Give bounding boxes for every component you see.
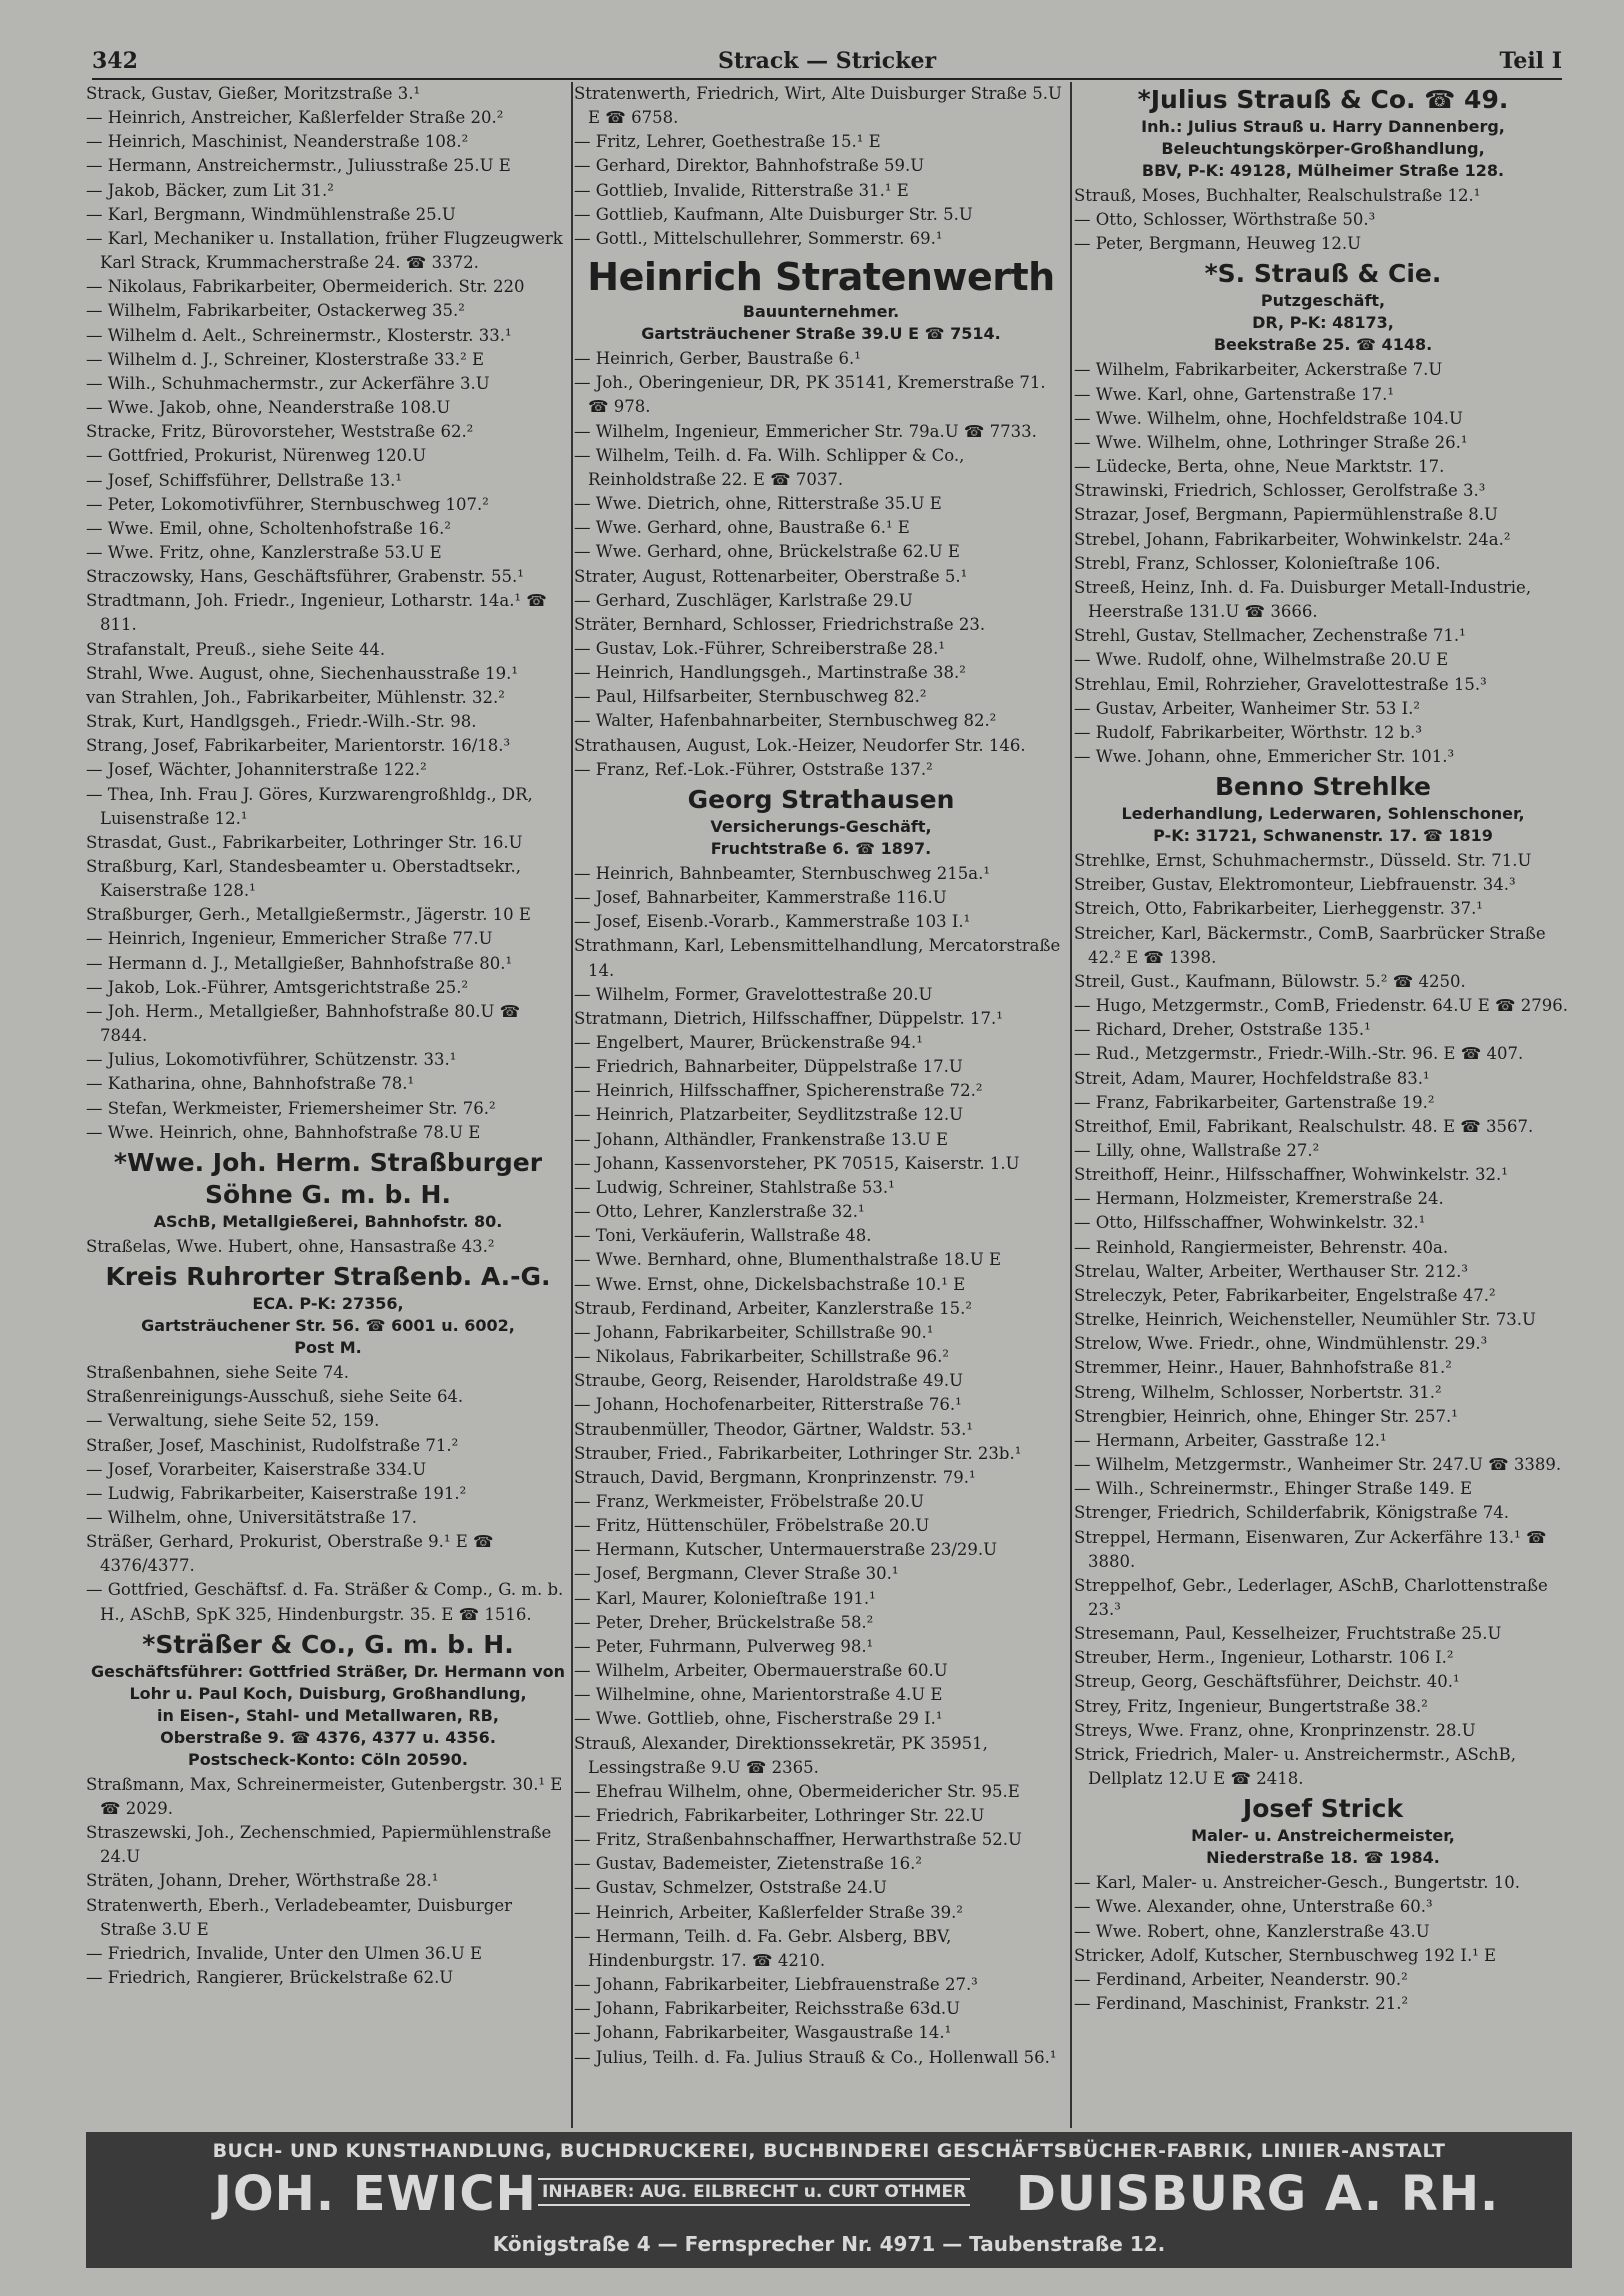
advertisement-line: Oberstraße 9. ☎ 4376, 4377 u. 4356.: [160, 1727, 496, 1747]
directory-entry: — Josef, Bahnarbeiter, Kammerstraße 116.U: [574, 888, 947, 908]
directory-entry: — Johann, Fabrikarbeiter, Reichsstraße 63d.U: [574, 1999, 961, 2019]
directory-entry: Strauber, Fried., Fabrikarbeiter, Lothringer Str. 23b.¹: [574, 1443, 1022, 1463]
directory-entry: — Heinrich, Handlungsgeh., Martinstraße 38.²: [574, 663, 966, 683]
directory-entry: Strebl, Franz, Schlosser, Kolonieſtraße 106.: [1074, 553, 1441, 573]
directory-entry: — Wwe. Gottlieb, ohne, Fischerstraße 29 I.¹: [574, 1709, 943, 1729]
directory-entry: — Johann, Fabrikarbeiter, Liebfrauenstraße 27.³: [574, 1975, 978, 1995]
directory-entry: — Heinrich, Bahnbeamter, Sternbuschweg 215a.¹: [574, 863, 990, 883]
advertisement-box: [86, 1261, 570, 1359]
directory-entry: — Wwe. Wilhelm, ohne, Hochfeldstraße 104.U: [1074, 408, 1463, 428]
directory-entry: — Johann, Kassenvorsteher, PK 70515, Kaiserstr. 1.U: [574, 1153, 1020, 1173]
directory-entry: — Ferdinand, Maschinist, Frankstr. 21.²: [1074, 1994, 1409, 2013]
directory-entry: — Hermann d. J., Metallgießer, Bahnhofstraße 80.¹: [86, 953, 513, 973]
advertisement-box: [574, 784, 1068, 860]
directory-entry: Strehlke, Ernst, Schuhmachermstr., Düsseld. Str. 71.U: [1074, 851, 1532, 871]
directory-entry: — Josef, Eisenb.-Vorarb., Kammerstraße 103 I.¹: [574, 912, 971, 932]
directory-entry: — Wilhelmine, ohne, Marientorstraße 4.U E: [574, 1685, 943, 1705]
directory-entry: Straßburg, Karl, Standesbeamter u. Oberstadtsekr., Kaiserstraße 128.¹: [86, 857, 521, 901]
advertisement-line: DR, P-K: 48173,: [1252, 313, 1394, 333]
directory-entry: — Wwe. Dietrich, ohne, Ritterstraße 35.U E: [574, 494, 942, 514]
directory-entry: Strehlau, Emil, Rohrzieher, Gravelottestraße 15.³: [1074, 674, 1487, 694]
directory-entry: Strauß, Alexander, Direktionssekretär, PK 35951, Lessingstraße 9.U ☎ 2365.: [574, 1733, 988, 1777]
page-title: Strack — Stricker: [717, 48, 937, 74]
directory-entry: Streng, Wilhelm, Schlosser, Norbertstr. 31.²: [1074, 1382, 1442, 1402]
directory-entry: — Wilh., Schuhmachermstr., zur Ackerfähre 3.U: [86, 373, 490, 393]
footer-services: BUCH- UND KUNSTHANDLUNG, BUCHDRUCKEREI, BUCHBINDEREI GESCHÄFTSBÜCHER-FABRIK, LINIIER-ANSTALT: [212, 2140, 1446, 2162]
directory-entry: — Wwe. Gerhard, ohne, Baustraße 6.¹ E: [574, 518, 910, 538]
directory-entry: — Josef, Vorarbeiter, Kaiserstraße 334.U: [86, 1459, 427, 1479]
advertisement-name: Benno Strehlke: [1214, 772, 1431, 802]
directory-entry: — Hermann, Anstreichermstr., Juliusstraße 25.U E: [86, 156, 511, 176]
directory-entry: — Thea, Inh. Frau J. Göres, Kurzwarengroßhldg., DR, Luisenstraße 12.¹: [86, 784, 533, 828]
directory-entry: — Jakob, Lok.-Führer, Amtsgerichtstraße 25.²: [86, 977, 469, 997]
directory-entry: Strang, Josef, Fabrikarbeiter, Marientorstr. 16/18.³: [86, 736, 511, 756]
directory-entry: — Ludwig, Schreiner, Stahlstraße 53.¹: [574, 1177, 895, 1197]
directory-entry: — Karl, Mechaniker u. Installation, früher Flugzeugwerk Karl Strack, Krummacherstraße 24. ☎ 3372.: [86, 228, 563, 273]
directory-entry: — Julius, Teilh. d. Fa. Julius Strauß & Co., Hollenwall 56.¹: [574, 2047, 1057, 2067]
advertisement-box: [1074, 771, 1572, 847]
directory-entry: Straßelas, Wwe. Hubert, ohne, Hansastraße 43.²: [86, 1236, 495, 1256]
directory-entry: — Johann, Hochofenarbeiter, Ritterstraße 76.¹: [574, 1395, 962, 1415]
directory-entry: Stratmann, Dietrich, Hilfsschaffner, Düppelstr. 17.¹: [574, 1008, 1003, 1028]
advertisement-name: Josef Strick: [1242, 1794, 1404, 1824]
directory-entry: — Julius, Lokomotivführer, Schützenstr. 33.¹: [86, 1050, 457, 1070]
directory-entry: Strehl, Gustav, Stellmacher, Zechenstraße 71.¹: [1074, 626, 1466, 646]
directory-entry: — Joh. Herm., Metallgießer, Bahnhofstraße 80.U ☎ 7844.: [86, 1001, 521, 1046]
directory-entry: — Richard, Dreher, Oststraße 135.¹: [1074, 1020, 1371, 1040]
directory-entry: — Heinrich, Gerber, Baustraße 6.¹: [574, 349, 861, 369]
directory-entry: Sträten, Johann, Dreher, Wörthstraße 28.¹: [86, 1871, 439, 1891]
directory-entry: Strelke, Heinrich, Weichensteller, Neumühler Str. 73.U: [1074, 1310, 1536, 1330]
page-part: Teil I: [1499, 48, 1562, 74]
directory-entry: — Gottlieb, Invalide, Ritterstraße 31.¹ E: [574, 180, 909, 200]
directory-entry: — Wwe. Jakob, ohne, Neanderstraße 108.U: [86, 398, 451, 418]
directory-entry: — Gustav, Arbeiter, Wanheimer Str. 53 I.²: [1074, 698, 1421, 718]
directory-entry: — Heinrich, Anstreicher, Kaßlerfelder Straße 20.²: [86, 108, 504, 128]
directory-entry: Sträter, Bernhard, Schlosser, Friedrichstraße 23.: [574, 614, 986, 634]
directory-entry: — Nikolaus, Fabrikarbeiter, Obermeiderich. Str. 220: [86, 277, 525, 297]
directory-entry: — Wwe. Gerhard, ohne, Brückelstraße 62.U E: [574, 542, 960, 562]
directory-entry: Streleczyk, Peter, Fabrikarbeiter, Engelstraße 47.²: [1074, 1285, 1496, 1305]
column-3: [1074, 82, 1572, 2130]
directory-entry: — Johann, Fabrikarbeiter, Wasgaustraße 14.¹: [574, 2023, 952, 2043]
directory-entry: Straubenmüller, Theodor, Gärtner, Waldstr. 53.¹: [574, 1419, 973, 1439]
directory-entry: Strack, Gustav, Gießer, Moritzstraße 3.¹: [86, 84, 421, 103]
advertisement-name: Heinrich Stratenwerth: [587, 255, 1055, 300]
directory-entry: Stresemann, Paul, Kesselheizer, Fruchtstraße 25.U: [1074, 1624, 1502, 1644]
page-header: [92, 46, 1562, 80]
directory-entry: — Ehefrau Wilhelm, ohne, Obermeidericher Str. 95.E: [574, 1781, 1020, 1801]
directory-entry: — Peter, Lokomotivführer, Sternbuschweg 107.²: [86, 494, 489, 514]
directory-entry: — Heinrich, Hilfsschaffner, Spicherenstraße 72.²: [574, 1081, 983, 1101]
directory-entry: — Gottl., Mittelschullehrer, Sommerstr. 69.¹: [574, 228, 943, 248]
directory-entry: — Gustav, Schmelzer, Oststraße 24.U: [574, 1878, 887, 1898]
directory-entry: — Wwe. Heinrich, ohne, Bahnhofstraße 78.U E: [86, 1122, 481, 1142]
directory-entry: Streiber, Gustav, Elektromonteur, Liebfrauenstr. 34.³: [1074, 875, 1516, 895]
directory-entry: Strauß, Moses, Buchhalter, Realschulstraße 12.¹: [1074, 186, 1481, 205]
column-1: [86, 82, 570, 2130]
directory-entry: Strenger, Friedrich, Schilderfabrik, Königstraße 74.: [1074, 1503, 1510, 1523]
directory-entry: Strak, Kurt, Handlgsgeh., Friedr.-Wilh.-Str. 98.: [86, 712, 477, 732]
directory-entry: — Heinrich, Ingenieur, Emmericher Straße 77.U: [86, 929, 493, 949]
advertisement-line: Versicherungs-Geschäft,: [710, 816, 932, 836]
directory-entry: Streicher, Karl, Bäckermstr., ComB, Saarbrücker Straße 42.² E ☎ 1398.: [1074, 923, 1546, 967]
directory-entry: — Heinrich, Platzarbeiter, Seydlitzstraße 12.U: [574, 1105, 963, 1125]
directory-entry: Straub, Ferdinand, Arbeiter, Kanzlerstraße 15.²: [574, 1298, 973, 1318]
directory-entry: — Otto, Schlosser, Wörthstraße 50.³: [1074, 210, 1376, 230]
column-divider: [571, 82, 573, 2128]
directory-entry: — Wwe. Wilhelm, ohne, Lothringer Straße 26.¹: [1074, 432, 1468, 452]
directory-entry: — Gottfried, Geschäftsf. d. Fa. Sträßer & Comp., G. m. b. H., ASchB, SpK 325, Hindenburgstr. 35. E ☎ 1516.: [86, 1580, 564, 1624]
directory-entry: — Wilhelm d. J., Schreiner, Klosterstraße 33.² E: [86, 349, 484, 369]
footer-address: Königstraße 4 — Fernsprecher Nr. 4971 — Taubenstraße 12.: [492, 2232, 1166, 2256]
directory-entry: — Katharina, ohne, Bahnhofstraße 78.¹: [86, 1074, 415, 1094]
directory-entry: Streuber, Herm., Ingenieur, Lotharstr. 106 I.²: [1074, 1648, 1454, 1668]
advertisement-line: in Eisen-, Stahl- und Metallwaren, RB,: [157, 1705, 499, 1725]
directory-entry: — Wilhelm, ohne, Universitätstraße 17.: [86, 1507, 417, 1527]
directory-entry: Straube, Georg, Reisender, Haroldstraße 49.U: [574, 1371, 964, 1391]
advertisement-line: ASchB, Metallgießerei, Bahnhofstr. 80.: [153, 1211, 503, 1231]
directory-entry: Straßmann, Max, Schreinermeister, Gutenbergstr. 30.¹ E ☎ 2029.: [86, 1774, 563, 1818]
directory-entry: Strahl, Wwe. August, ohne, Siechenhausstraße 19.¹: [86, 663, 519, 683]
printer-advertisement: [86, 2132, 1572, 2268]
directory-entry: Stracke, Fritz, Bürovorsteher, Weststraße 62.²: [86, 422, 474, 442]
directory-entry: Strelow, Wwe. Friedr., ohne, Windmühlenstr. 29.³: [1074, 1334, 1488, 1354]
directory-entry: — Nikolaus, Fabrikarbeiter, Schillstraße 96.²: [574, 1347, 949, 1367]
advertisement-line: Lederhandlung, Lederwaren, Sohlenschoner,: [1121, 804, 1525, 824]
directory-entry: — Hermann, Arbeiter, Gasstraße 12.¹: [1074, 1430, 1387, 1450]
directory-entry: — Walter, Hafenbahnarbeiter, Sternbuschweg 82.²: [574, 711, 997, 731]
directory-entry: — Friedrich, Bahnarbeiter, Düppelstraße 17.U: [574, 1057, 963, 1077]
directory-entry: — Josef, Schiffsführer, Dellstraße 13.¹: [86, 470, 403, 490]
directory-entry: Straßenbahnen, siehe Seite 74.: [86, 1363, 349, 1383]
footer-owners: INHABER: AUG. EILBRECHT u. CURT OTHMER: [538, 2178, 970, 2206]
directory-entry: Stratenwerth, Friedrich, Wirt, Alte Duisburger Straße 5.U E ☎ 6758.: [574, 84, 1062, 128]
advertisement-name: Georg Strathausen: [687, 784, 955, 814]
directory-entry: — Gerhard, Direktor, Bahnhofstraße 59.U: [574, 156, 925, 176]
directory-entry: — Wwe. Robert, ohne, Kanzlerstraße 43.U: [1074, 1921, 1430, 1941]
directory-entry: — Wilhelm d. Aelt., Schreinermstr., Klosterstr. 33.¹: [86, 325, 512, 345]
directory-entry: — Wwe. Alexander, ohne, Unterstraße 60.³: [1074, 1897, 1433, 1917]
directory-entry: Straßburger, Gerh., Metallgießermstr., Jägerstr. 10 E: [86, 905, 531, 925]
directory-entry: Stremmer, Heinr., Hauer, Bahnhofstraße 81.²: [1074, 1358, 1452, 1378]
directory-entry: — Johann, Althändler, Frankenstraße 13.U E: [574, 1129, 949, 1149]
directory-entry: — Lilly, ohne, Wallstraße 27.²: [1074, 1141, 1320, 1160]
directory-entry: — Karl, Maler- u. Anstreicher-Gesch., Bungertstr. 10.: [1074, 1873, 1520, 1893]
directory-entry: Straßer, Josef, Maschinist, Rudolfstraße 71.²: [86, 1435, 459, 1455]
directory-entry: — Wilhelm, Former, Gravelottestraße 20.U: [574, 984, 933, 1004]
advertisement-name: *Sträßer & Co., G. m. b. H.: [142, 1629, 514, 1659]
directory-entry: — Wilhelm, Fabrikarbeiter, Ostackerweg 35.²: [86, 301, 465, 321]
directory-entry: Strafanstalt, Preuß., siehe Seite 44.: [86, 639, 386, 659]
directory-entry: — Otto, Hilfsschaffner, Wohwinkelstr. 32.¹: [1074, 1213, 1426, 1233]
directory-entry: Straßenreinigungs-Ausschuß, siehe Seite 64.: [86, 1387, 464, 1407]
directory-entry: — Karl, Bergmann, Windmühlenstraße 25.U: [86, 204, 456, 224]
directory-entry: — Fritz, Hüttenschüler, Fröbelstraße 20.U: [574, 1516, 930, 1536]
directory-entry: — Gustav, Lok.-Führer, Schreiberstraße 28.¹: [574, 638, 945, 658]
directory-entry: Strelau, Walter, Arbeiter, Werthauser Str. 212.³: [1074, 1261, 1468, 1281]
directory-entry: — Gottfried, Prokurist, Nürenweg 120.U: [86, 446, 427, 466]
directory-entry: — Wwe. Karl, ohne, Gartenstraße 17.¹: [1074, 384, 1394, 404]
directory-entry: — Hermann, Teilh. d. Fa. Gebr. Alsberg, BBV, Hindenburgstr. 17. ☎ 4210.: [574, 1926, 952, 1970]
directory-entry: — Wwe. Ernst, ohne, Dickelsbachstraße 10.¹ E: [574, 1274, 966, 1294]
directory-entry: — Reinhold, Rangiermeister, Behrenstr. 40a.: [1074, 1237, 1449, 1257]
directory-entry: — Wilhelm, Arbeiter, Obermauerstraße 60.U: [574, 1661, 948, 1681]
directory-entry: van Strahlen, Joh., Fabrikarbeiter, Mühlenstr. 32.²: [86, 687, 505, 707]
directory-entry: — Wilhelm, Ingenieur, Emmericher Str. 79a.U ☎ 7733.: [574, 421, 1037, 441]
directory-entry: — Wilhelm, Fabrikarbeiter, Ackerstraße 7.U: [1074, 360, 1443, 380]
directory-entry: Strazar, Josef, Bergmann, Papiermühlenstraße 8.U: [1074, 505, 1498, 525]
directory-entry: Straszewski, Joh., Zechenschmied, Papiermühlenstraße 24.U: [86, 1823, 552, 1867]
directory-entry: — Ludwig, Fabrikarbeiter, Kaiserstraße 191.²: [86, 1483, 467, 1503]
advertisement-name: *Wwe. Joh. Herm. Straßburger Söhne G. m. b. H.: [113, 1147, 543, 1209]
directory-entry: — Friedrich, Rangierer, Brückelstraße 62.U: [86, 1968, 454, 1987]
directory-entry: Stricker, Adolf, Kutscher, Sternbuschweg 192 I.¹ E: [1074, 1945, 1497, 1965]
advertisement-line: Gartsträuchener Straße 39.U E ☎ 7514.: [641, 324, 1001, 344]
directory-entry: Streich, Otto, Fabrikarbeiter, Lierheggenstr. 37.¹: [1074, 899, 1483, 919]
advertisement-line: ECA. P-K: 27356,: [252, 1294, 404, 1314]
directory-entry: — Wwe. Johann, ohne, Emmericher Str. 101.³: [1074, 746, 1455, 766]
directory-entry: — Lüdecke, Berta, ohne, Neue Marktstr. 17.: [1074, 457, 1445, 477]
advertisement-line: BBV, P-K: 49128, Mülheimer Straße 128.: [1141, 161, 1505, 180]
directory-entry: Streithoff, Heinr., Hilfsschaffner, Wohwinkelstr. 32.¹: [1074, 1165, 1508, 1185]
directory-entry: Strathausen, August, Lok.-Heizer, Neudorfer Str. 146.: [574, 735, 1026, 755]
advertisement-name: *S. Strauß & Cie.: [1204, 259, 1442, 289]
directory-entry: Strick, Friedrich, Maler- u. Anstreichermstr., ASchB, Dellplatz 12.U E ☎ 2418.: [1074, 1744, 1516, 1789]
advertisement-line: P-K: 31721, Schwanenstr. 17. ☎ 1819: [1153, 826, 1493, 846]
directory-entry: — Gerhard, Zuschläger, Karlstraße 29.U: [574, 590, 913, 610]
directory-entry: — Otto, Lehrer, Kanzlerstraße 32.¹: [574, 1202, 865, 1222]
directory-entry: — Heinrich, Arbeiter, Kaßlerfelder Straße 39.²: [574, 1902, 963, 1922]
directory-entry: — Peter, Bergmann, Heuweg 12.U: [1074, 234, 1362, 254]
directory-entry: Streithof, Emil, Fabrikant, Realschulstr. 48. E ☎ 3567.: [1074, 1116, 1534, 1136]
directory-entry: Strawinski, Friedrich, Schlosser, Gerolfstraße 3.³: [1074, 481, 1486, 501]
directory-entry: Stratenwerth, Eberh., Verladebeamter, Duisburger Straße 3.U E: [86, 1895, 512, 1939]
directory-entry: — Franz, Fabrikarbeiter, Gartenstraße 19.²: [1074, 1092, 1435, 1112]
directory-entry: Sträßer, Gerhard, Prokurist, Oberstraße 9.¹ E ☎ 4376/4377.: [86, 1532, 494, 1576]
directory-entry: — Wwe. Rudolf, ohne, Wilhelmstraße 20.U E: [1074, 650, 1449, 670]
directory-entry: Strater, August, Rottenarbeiter, Oberstraße 5.¹: [574, 566, 968, 586]
directory-entry: — Hermann, Holzmeister, Kremerstraße 24.: [1074, 1189, 1444, 1209]
directory-entry: Streppel, Hermann, Eisenwaren, Zur Ackerfähre 13.¹ ☎ 3880.: [1074, 1527, 1547, 1571]
advertisement-line: Bauunternehmer.: [742, 302, 900, 322]
directory-entry: Strauch, David, Bergmann, Kronprinzenstr. 79.¹: [574, 1467, 976, 1487]
column-2: [574, 82, 1068, 2130]
directory-entry: — Verwaltung, siehe Seite 52, 159.: [86, 1411, 380, 1431]
directory-entry: Streeß, Heinz, Inh. d. Fa. Duisburger Metall-Industrie, Heerstraße 131.U ☎ 3666.: [1074, 577, 1532, 622]
directory-entry: Streil, Gust., Kaufmann, Bülowstr. 5.² ☎ 4250.: [1074, 971, 1466, 991]
directory-entry: — Wilh., Schreinermstr., Ehinger Straße 149. E: [1074, 1479, 1473, 1499]
directory-entry: Strengbier, Heinrich, ohne, Ehinger Str. 257.¹: [1074, 1406, 1458, 1426]
advertisement-box: [1074, 258, 1572, 356]
advertisement-line: Putzgeschäft,: [1260, 291, 1386, 311]
directory-entry: Strasdat, Gust., Fabrikarbeiter, Lothringer Str. 16.U: [86, 832, 523, 852]
advertisement-line: Gartsträuchener Str. 56. ☎ 6001 u. 6002,: [141, 1316, 515, 1336]
directory-entry: — Hugo, Metzgermstr., ComB, Friedenstr. 64.U E ☎ 2796.: [1074, 996, 1569, 1016]
directory-entry: — Stefan, Werkmeister, Friemersheimer Str. 76.²: [86, 1098, 496, 1118]
advertisement-box: [1074, 84, 1572, 182]
advertisement-line: Niederstraße 18. ☎ 1984.: [1206, 1848, 1440, 1868]
directory-entry: — Wilhelm, Teilh. d. Fa. Wilh. Schlipper & Co., Reinholdstraße 22. E ☎ 7037.: [574, 445, 965, 489]
advertisement-box: [574, 253, 1068, 345]
directory-entry: Strebel, Johann, Fabrikarbeiter, Wohwinkelstr. 24a.²: [1074, 529, 1511, 549]
directory-entry: Streit, Adam, Maurer, Hochfeldstraße 83.¹: [1074, 1068, 1430, 1088]
directory-entry: — Hermann, Kutscher, Untermauerstraße 23/29.U: [574, 1540, 998, 1560]
advertisement-line: Beleuchtungskörper-Großhandlung,: [1161, 139, 1485, 158]
footer-company-name: JOH. EWICH: [214, 2166, 537, 2222]
directory-entry: — Paul, Hilfsarbeiter, Sternbuschweg 82.²: [574, 687, 927, 707]
advertisement-box: [1074, 1793, 1572, 1869]
directory-entry: — Jakob, Bäcker, zum Lit 31.²: [86, 180, 334, 200]
directory-entry: — Franz, Werkmeister, Fröbelstraße 20.U: [574, 1491, 924, 1511]
directory-entry: — Josef, Bergmann, Clever Straße 30.¹: [574, 1564, 899, 1584]
page-number: 342: [92, 48, 138, 74]
advertisement-line: Post M.: [294, 1338, 362, 1358]
column-divider: [1070, 82, 1072, 2128]
directory-entry: Stradtmann, Joh. Friedr., Ingenieur, Lotharstr. 14a.¹ ☎ 811.: [86, 591, 547, 635]
directory-entry: — Peter, Dreher, Brückelstraße 58.²: [574, 1612, 874, 1632]
advertisement-box: [86, 1629, 570, 1771]
advertisement-box: [86, 1147, 570, 1233]
directory-entry: Streppelhof, Gebr., Lederlager, ASchB, Charlottenstraße 23.³: [1074, 1575, 1548, 1619]
directory-entry: Streys, Wwe. Franz, ohne, Kronprinzenstr. 28.U: [1074, 1720, 1476, 1740]
directory-entry: — Josef, Wächter, Johanniterstraße 122.²: [86, 760, 427, 780]
directory-entry: Strathmann, Karl, Lebensmittelhandlung, Mercatorstraße 14.: [574, 936, 1061, 980]
directory-entry: — Heinrich, Maschinist, Neanderstraße 108.²: [86, 132, 469, 152]
advertisement-line: Inh.: Julius Strauß u. Harry Dannenberg,: [1141, 117, 1505, 136]
advertisement-line: Geschäftsführer: Gottfried Sträßer, Dr. Hermann von Lohr u. Paul Koch, Duisburg, Großhandlung,: [91, 1661, 565, 1703]
directory-entry: — Fritz, Lehrer, Goethestraße 15.¹ E: [574, 132, 881, 152]
directory-entry: — Peter, Fuhrmann, Pulverweg 98.¹: [574, 1636, 874, 1656]
directory-entry: — Franz, Ref.-Lok.-Führer, Oststraße 137.²: [574, 759, 933, 779]
directory-entry: Strey, Fritz, Ingenieur, Bungertstraße 38.²: [1074, 1696, 1428, 1716]
footer-city: DUISBURG A. RH.: [1016, 2166, 1500, 2222]
directory-entry: Straczowsky, Hans, Geschäftsführer, Grabenstr. 55.¹: [86, 567, 524, 587]
advertisement-line: Postscheck-Konto: Cöln 20590.: [188, 1749, 468, 1769]
directory-entry: — Wwe. Emil, ohne, Scholtenhofstraße 16.²: [86, 518, 452, 538]
advertisement-line: Fruchtstraße 6. ☎ 1897.: [710, 838, 932, 858]
advertisement-line: Beekstraße 25. ☎ 4148.: [1213, 335, 1433, 355]
directory-entry: — Wilhelm, Metzgermstr., Wanheimer Str. 247.U ☎ 3389.: [1074, 1455, 1562, 1475]
directory-entry: — Fritz, Straßenbahnschaffner, Herwarthstraße 52.U: [574, 1830, 1022, 1850]
advertisement-line: Maler- u. Anstreichermeister,: [1191, 1826, 1455, 1846]
directory-entry: — Wwe. Fritz, ohne, Kanzlerstraße 53.U E: [86, 542, 442, 562]
directory-entry: — Gottlieb, Kaufmann, Alte Duisburger Str. 5.U: [574, 204, 973, 224]
directory-entry: — Ferdinand, Arbeiter, Neanderstr. 90.²: [1074, 1969, 1408, 1989]
directory-entry: — Toni, Verkäuferin, Wallstraße 48.: [574, 1226, 872, 1246]
directory-entry: — Rud., Metzgermstr., Friedr.-Wilh.-Str. 96. E ☎ 407.: [1074, 1044, 1524, 1064]
directory-entry: — Friedrich, Fabrikarbeiter, Lothringer Str. 22.U: [574, 1806, 985, 1825]
directory-entry: — Engelbert, Maurer, Brückenstraße 94.¹: [574, 1033, 923, 1052]
directory-entry: — Rudolf, Fabrikarbeiter, Wörthstr. 12 b.³: [1074, 722, 1422, 742]
directory-entry: Streup, Georg, Geschäftsführer, Deichstr. 40.¹: [1074, 1672, 1460, 1692]
advertisement-name: *Julius Strauß & Co. ☎ 49.: [1137, 85, 1509, 114]
directory-entry: — Johann, Fabrikarbeiter, Schillstraße 90.¹: [574, 1322, 934, 1342]
directory-entry: — Gustav, Bademeister, Zietenstraße 16.²: [574, 1854, 922, 1874]
directory-entry: — Karl, Maurer, Kolonieſtraße 191.¹: [574, 1588, 876, 1608]
advertisement-name: Kreis Ruhrorter Straßenb. A.-G.: [105, 1262, 551, 1292]
directory-entry: — Wwe. Bernhard, ohne, Blumenthalstraße 18.U E: [574, 1250, 1002, 1270]
directory-entry: — Friedrich, Invalide, Unter den Ulmen 36.U E: [86, 1943, 483, 1963]
directory-entry: — Joh., Oberingenieur, DR, PK 35141, Kremerstraße 71. ☎ 978.: [574, 373, 1046, 417]
